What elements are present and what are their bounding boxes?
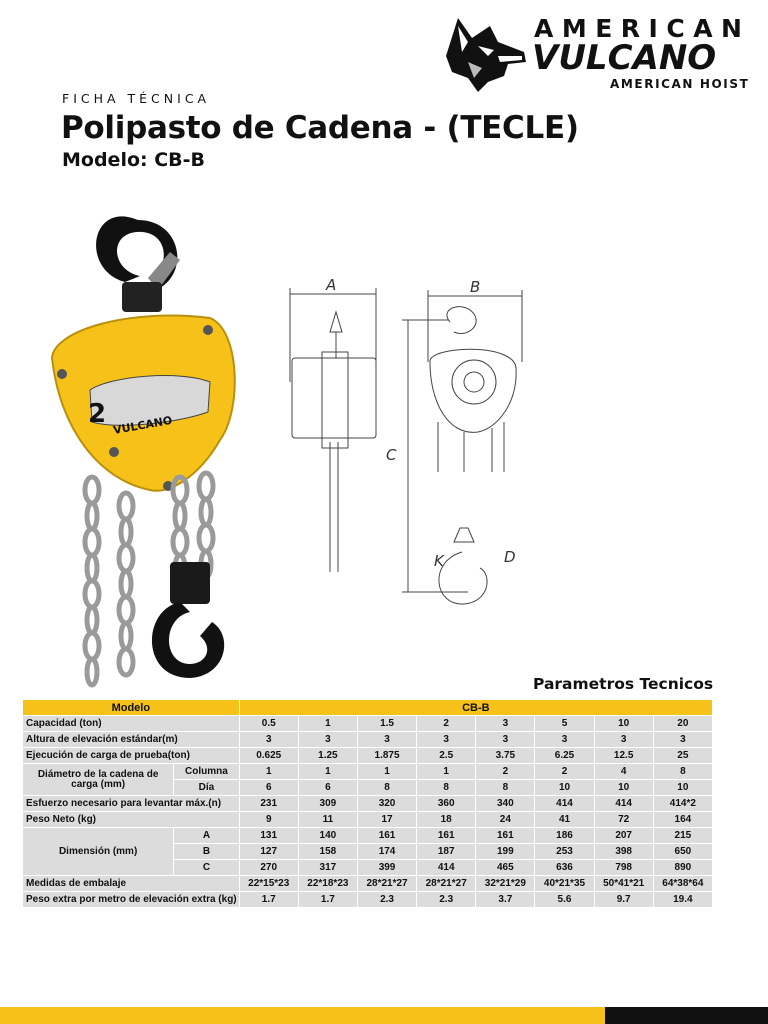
cell: 50*41*21: [595, 876, 653, 891]
sub-label: A: [174, 828, 238, 843]
logo-line-hoist: AMERICAN HOIST: [610, 77, 750, 91]
dim-label-k: K: [434, 552, 444, 570]
cell: 2.3: [358, 892, 416, 907]
cell: 1.25: [299, 748, 357, 763]
cell: 0.625: [240, 748, 298, 763]
cell: 2: [476, 764, 534, 779]
row-label: Dimensión (mm): [23, 828, 173, 875]
row-label: Peso extra por metro de elevación extra (kg): [23, 892, 239, 907]
cell: 9.7: [595, 892, 653, 907]
cell: 3: [417, 732, 475, 747]
cell: 3.75: [476, 748, 534, 763]
cell: 72: [595, 812, 653, 827]
wolf-head-icon: [438, 12, 530, 96]
cell: 19.4: [654, 892, 712, 907]
cell: 12.5: [595, 748, 653, 763]
cell: 636: [535, 860, 593, 875]
cell: 4: [595, 764, 653, 779]
row-label: Peso Neto (kg): [23, 812, 239, 827]
model-header: Modelo: [23, 700, 239, 715]
cell: 890: [654, 860, 712, 875]
cell: 8: [358, 780, 416, 795]
table-row-extra-weight: [23, 892, 712, 907]
cell: 231: [240, 796, 298, 811]
cell: 161: [476, 828, 534, 843]
cell: 215: [654, 828, 712, 843]
cell: 186: [535, 828, 593, 843]
cell: 398: [595, 844, 653, 859]
cell: 18: [417, 812, 475, 827]
cell: 414: [535, 796, 593, 811]
cell: 253: [535, 844, 593, 859]
cell: 2: [417, 716, 475, 731]
cell: 1.5: [358, 716, 416, 731]
cell: 28*21*27: [358, 876, 416, 891]
cell: 650: [654, 844, 712, 859]
cell: 8: [476, 780, 534, 795]
cell: 64*38*64: [654, 876, 712, 891]
table-header-row: [23, 700, 712, 715]
cell: 414: [595, 796, 653, 811]
cell: 22*15*23: [240, 876, 298, 891]
sub-label: Columna: [174, 764, 238, 779]
params-title: Parametros Tecnicos: [533, 675, 714, 693]
cell: 399: [358, 860, 416, 875]
cell: 309: [299, 796, 357, 811]
dim-label-c: C: [386, 446, 397, 464]
cell: 2.3: [417, 892, 475, 907]
cell: 32*21*29: [476, 876, 534, 891]
row-label: Esfuerzo necesario para levantar máx.(n): [23, 796, 239, 811]
table-row-test-load: [23, 748, 712, 763]
dimension-drawing: [278, 272, 548, 612]
brand-logo: [438, 12, 754, 96]
cell: 465: [476, 860, 534, 875]
cell: 1: [299, 764, 357, 779]
cell: 414*2: [654, 796, 712, 811]
cell: 3: [299, 732, 357, 747]
dim-label-d: D: [504, 548, 516, 566]
cell: 414: [417, 860, 475, 875]
eyebrow-label: FICHA TÉCNICA: [62, 91, 211, 106]
cell: 161: [358, 828, 416, 843]
chain-hoist-photo: [30, 190, 270, 710]
cell: 798: [595, 860, 653, 875]
cell: 11: [299, 812, 357, 827]
cell: 199: [476, 844, 534, 859]
cell: 340: [476, 796, 534, 811]
cell: 9: [240, 812, 298, 827]
cell: 17: [358, 812, 416, 827]
cell: 5.6: [535, 892, 593, 907]
table-row-lift-height: [23, 732, 712, 747]
row-label: Ejecución de carga de prueba(ton): [23, 748, 239, 763]
cell: 10: [595, 716, 653, 731]
photo-brand-label: VULCANO: [112, 413, 174, 437]
page-title: Polipasto de Cadena - (TECLE): [61, 110, 579, 146]
cell: 0.5: [240, 716, 298, 731]
cell: 3: [476, 732, 534, 747]
spec-table: [22, 699, 713, 908]
load-label: 2: [88, 399, 107, 429]
cell: 8: [417, 780, 475, 795]
cell: 22*18*23: [299, 876, 357, 891]
row-label: Diámetro de la cadena de carga (mm): [23, 764, 173, 795]
cell: 2.5: [417, 748, 475, 763]
footer-bar-yellow: [0, 1007, 605, 1024]
cell: 127: [240, 844, 298, 859]
logo-line-vulcano: VULCANO: [532, 38, 717, 78]
cell: 28*21*27: [417, 876, 475, 891]
cell: 3: [535, 732, 593, 747]
cell: 320: [358, 796, 416, 811]
sub-label: C: [174, 860, 238, 875]
model-subtitle: Modelo: CB-B: [62, 149, 206, 171]
cell: 10: [595, 780, 653, 795]
cell: 3: [654, 732, 712, 747]
table-row-effort: [23, 796, 712, 811]
cell: 6: [299, 780, 357, 795]
cell: 161: [417, 828, 475, 843]
footer-bar-dark: [605, 1007, 768, 1024]
series-header: CB-B: [240, 700, 712, 715]
row-label: Capacidad (ton): [23, 716, 239, 731]
cell: 174: [358, 844, 416, 859]
cell: 1: [299, 716, 357, 731]
cell: 1.7: [240, 892, 298, 907]
cell: 6.25: [535, 748, 593, 763]
cell: 5: [535, 716, 593, 731]
cell: 270: [240, 860, 298, 875]
cell: 164: [654, 812, 712, 827]
cell: 24: [476, 812, 534, 827]
cell: 6: [240, 780, 298, 795]
row-label: Altura de elevación estándar(m): [23, 732, 239, 747]
cell: 40*21*35: [535, 876, 593, 891]
cell: 1: [358, 764, 416, 779]
table-row-chain-columna: [23, 764, 712, 779]
cell: 3.7: [476, 892, 534, 907]
cell: 1.7: [299, 892, 357, 907]
cell: 158: [299, 844, 357, 859]
cell: 360: [417, 796, 475, 811]
cell: 10: [654, 780, 712, 795]
cell: 3: [240, 732, 298, 747]
cell: 140: [299, 828, 357, 843]
cell: 1: [417, 764, 475, 779]
table-row-capacity: [23, 716, 712, 731]
logo-line-american: AMERICAN: [534, 14, 751, 43]
sub-label: B: [174, 844, 238, 859]
cell: 2: [535, 764, 593, 779]
cell: 3: [476, 716, 534, 731]
table-row-dimension-a: [23, 828, 712, 843]
cell: 1.875: [358, 748, 416, 763]
cell: 1: [240, 764, 298, 779]
dim-label-b: B: [470, 278, 481, 296]
cell: 20: [654, 716, 712, 731]
cell: 8: [654, 764, 712, 779]
table-row-net-weight: [23, 812, 712, 827]
cell: 187: [417, 844, 475, 859]
cell: 10: [535, 780, 593, 795]
dim-label-a: A: [326, 276, 337, 294]
cell: 131: [240, 828, 298, 843]
cell: 3: [595, 732, 653, 747]
cell: 317: [299, 860, 357, 875]
cell: 25: [654, 748, 712, 763]
cell: 207: [595, 828, 653, 843]
cell: 3: [358, 732, 416, 747]
row-label: Medidas de embalaje: [23, 876, 239, 891]
cell: 41: [535, 812, 593, 827]
table-row-packing: [23, 876, 712, 891]
sub-label: Día: [174, 780, 238, 795]
